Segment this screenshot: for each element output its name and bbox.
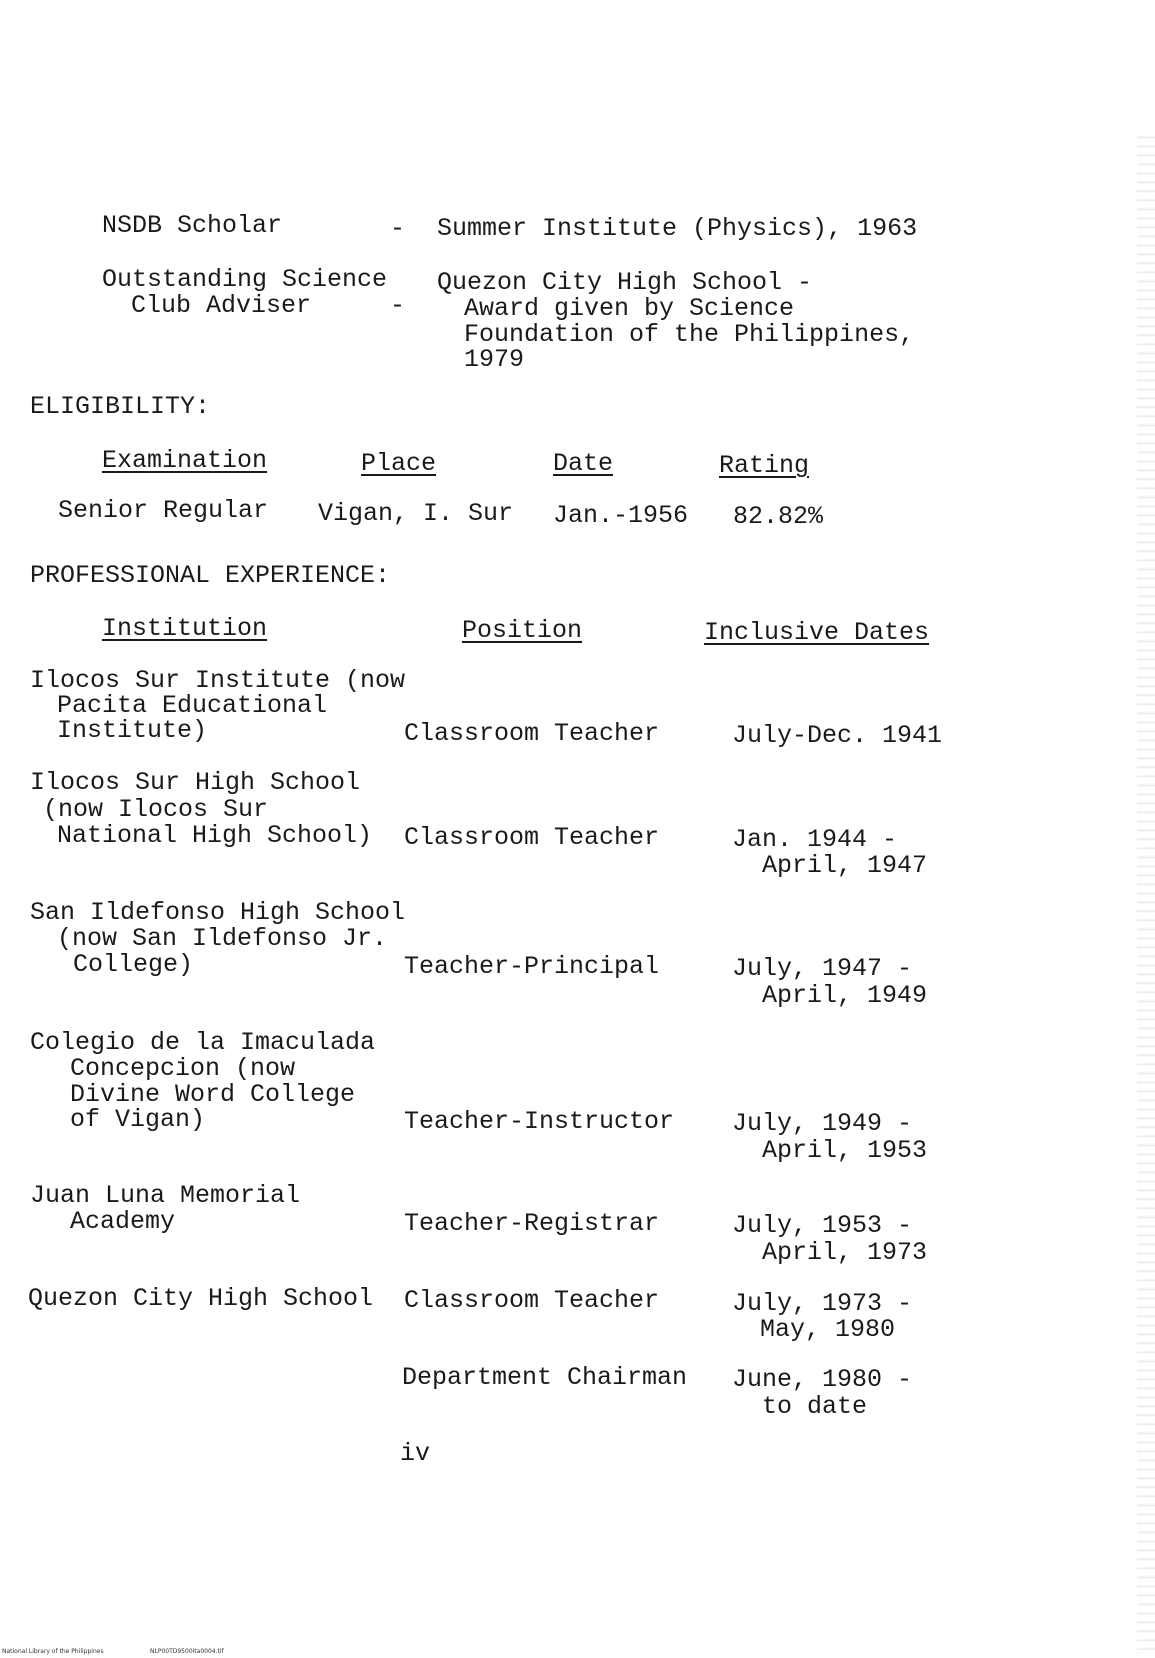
- eligibility-rating: 82.82%: [733, 502, 824, 531]
- eligibility-header-rating: Rating: [719, 451, 810, 480]
- position: Classroom Teacher: [404, 719, 660, 748]
- eligibility-header-date: Date: [553, 449, 614, 478]
- inclusive-date: Jan. 1944 -: [732, 825, 898, 854]
- position: Teacher-Principal: [404, 952, 660, 981]
- institution-line: College): [73, 950, 194, 979]
- institution-line: (now Ilocos Sur: [43, 795, 269, 824]
- position: Classroom Teacher: [404, 823, 660, 852]
- inclusive-date: April, 1973: [762, 1238, 928, 1267]
- experience-header-position: Position: [462, 616, 583, 645]
- institution-line: Ilocos Sur Institute (now: [30, 666, 406, 695]
- eligibility-heading: ELIGIBILITY:: [30, 392, 211, 421]
- inclusive-date: July, 1973 -: [732, 1289, 913, 1318]
- inclusive-date: May, 1980: [760, 1315, 896, 1344]
- page-number: iv: [400, 1439, 431, 1468]
- institution-line: Quezon City High School: [28, 1284, 374, 1313]
- award-detail: Quezon City High School -: [437, 268, 813, 297]
- experience-header-institution: Institution: [102, 614, 268, 643]
- institution-line: Colegio de la Imaculada: [30, 1028, 376, 1057]
- institution-line: National High School): [57, 821, 373, 850]
- award-title: NSDB Scholar: [102, 211, 283, 240]
- inclusive-date: July, 1947 -: [732, 954, 913, 983]
- institution-line: Institute): [57, 716, 208, 745]
- position: Teacher-Registrar: [404, 1209, 660, 1238]
- eligibility-header-examination: Examination: [102, 446, 268, 475]
- inclusive-date: July, 1949 -: [732, 1109, 913, 1138]
- institution-line: Ilocos Sur High School: [30, 768, 361, 797]
- eligibility-header-place: Place: [361, 449, 437, 478]
- institution-line: Divine Word College: [70, 1080, 356, 1109]
- institution-line: Concepcion (now: [70, 1054, 296, 1083]
- institution-line: (now San Ildefonso Jr.: [57, 924, 388, 953]
- experience-heading: PROFESSIONAL EXPERIENCE:: [30, 561, 391, 590]
- institution-line: Academy: [70, 1207, 176, 1236]
- award-title: Club Adviser: [131, 291, 312, 320]
- eligibility-examination: Senior Regular: [58, 496, 269, 525]
- position: Classroom Teacher: [404, 1286, 660, 1315]
- institution-line: San Ildefonso High School: [30, 898, 406, 927]
- eligibility-place: Vigan, I. Sur: [318, 499, 514, 528]
- award-dash: -: [390, 291, 406, 320]
- position: Teacher-Instructor: [404, 1107, 675, 1136]
- award-title: Outstanding Science: [102, 265, 388, 294]
- institution-line: of Vigan): [70, 1105, 206, 1134]
- award-detail: 1979: [464, 345, 525, 374]
- experience-header-dates: Inclusive Dates: [704, 618, 930, 647]
- award-dash: -: [390, 214, 406, 243]
- inclusive-date: April, 1953: [762, 1136, 928, 1165]
- footer-library: National Library of the Philippines: [2, 1648, 104, 1655]
- award-detail: Foundation of the Philippines,: [464, 320, 915, 349]
- inclusive-date: June, 1980 -: [732, 1365, 913, 1394]
- position: Department Chairman: [402, 1363, 688, 1392]
- award-detail: Summer Institute (Physics), 1963: [437, 214, 918, 243]
- scan-edge-noise: [1137, 130, 1155, 1650]
- inclusive-date: July-Dec. 1941: [732, 721, 943, 750]
- footer-file: NLP00TD9500ita0004.tif: [150, 1648, 224, 1655]
- award-detail: Award given by Science: [464, 294, 795, 323]
- institution-line: Pacita Educational: [57, 691, 328, 720]
- institution-line: Juan Luna Memorial: [30, 1181, 301, 1210]
- inclusive-date: to date: [762, 1392, 868, 1421]
- inclusive-date: April, 1947: [762, 851, 928, 880]
- eligibility-date: Jan.-1956: [553, 501, 689, 530]
- inclusive-date: April, 1949: [762, 981, 928, 1010]
- inclusive-date: July, 1953 -: [732, 1211, 913, 1240]
